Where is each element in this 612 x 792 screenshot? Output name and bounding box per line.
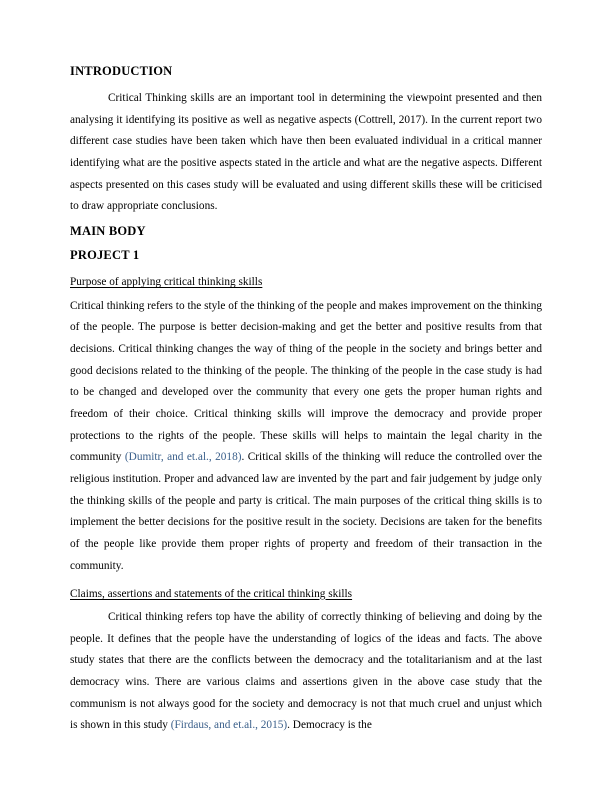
document-body bbox=[70, 64, 542, 737]
section-heading-main-body: MAIN BODY bbox=[70, 224, 146, 239]
citation: (Firdaus, and et.al., 2015) bbox=[170, 719, 288, 732]
paragraph-claims-assertions: Critical thinking refers top have the ability of correctly thinking of believing and doing by the people. It defines that the people have the understanding of logics of the ideas and facts. The above study states that there are the conflicts between the democracy and the totalitarianism and at the last democracy wins. There are various claims and assertions given in the above case study that the communism is not always good for the society and democracy is not that much cruel and unjust which is shown in this study (Firdaus, and et.al., 2015). Democracy is the bbox=[70, 610, 542, 732]
subheading-claims-assertions-statements: Claims, assertions and statements of the critical thinking skills bbox=[70, 587, 353, 600]
subheading-purpose-of-applying-critical-thinking-skills: Purpose of applying critical thinking skills bbox=[70, 276, 263, 289]
section-heading-project-1: PROJECT 1 bbox=[70, 248, 140, 263]
section-heading-introduction: INTRODUCTION bbox=[70, 64, 173, 78]
citation: (Dumitr, and et.al., 2018) bbox=[124, 451, 242, 464]
paragraph-introduction: Critical Thinking skills are an important tool in determining the viewpoint presented and then analysing it identifying its positive as well as negative aspects (Cottrell, 2017). In the current report two different case studies have been taken which have then been evaluated individual in a critical manner identifying what are the positive aspects stated in the article and what are the negative aspects. Different aspects presented on this cases study will be evaluated and using different skills these will be criticised to draw appropriate conclusions. bbox=[70, 92, 542, 213]
paragraph-purpose-critical-thinking: Critical thinking refers to the style of the thinking of the people and makes improvement on the thinking of the people. The purpose is better decision-making and get the better and positive results from that decisions. Critical thinking changes the way of thing of the people in the society and brings better and good decisions related to the thinking of the people. The thinking of the people in the case study is had to be changed and developed over the community that every one gets the proper human rights and freedom of their choice. Critical thinking skills will improve the democracy and provide proper protections to the rights of the people. These skills will helps to maintain the legal charity in the community (Dumitr, and et.al., 2018). Critical skills of the thinking will reduce the controlled over the religious institution. Proper and advanced law are invented by the part and fair judgement by judge only the thinking skills of the people and party is critical. The main purposes of the critical thing skills is to implement the better decisions for the positive result in the society. Decisions are taken for the benefits of the people like provide them proper rights of property and freedom of their transaction in the community. bbox=[70, 299, 542, 572]
